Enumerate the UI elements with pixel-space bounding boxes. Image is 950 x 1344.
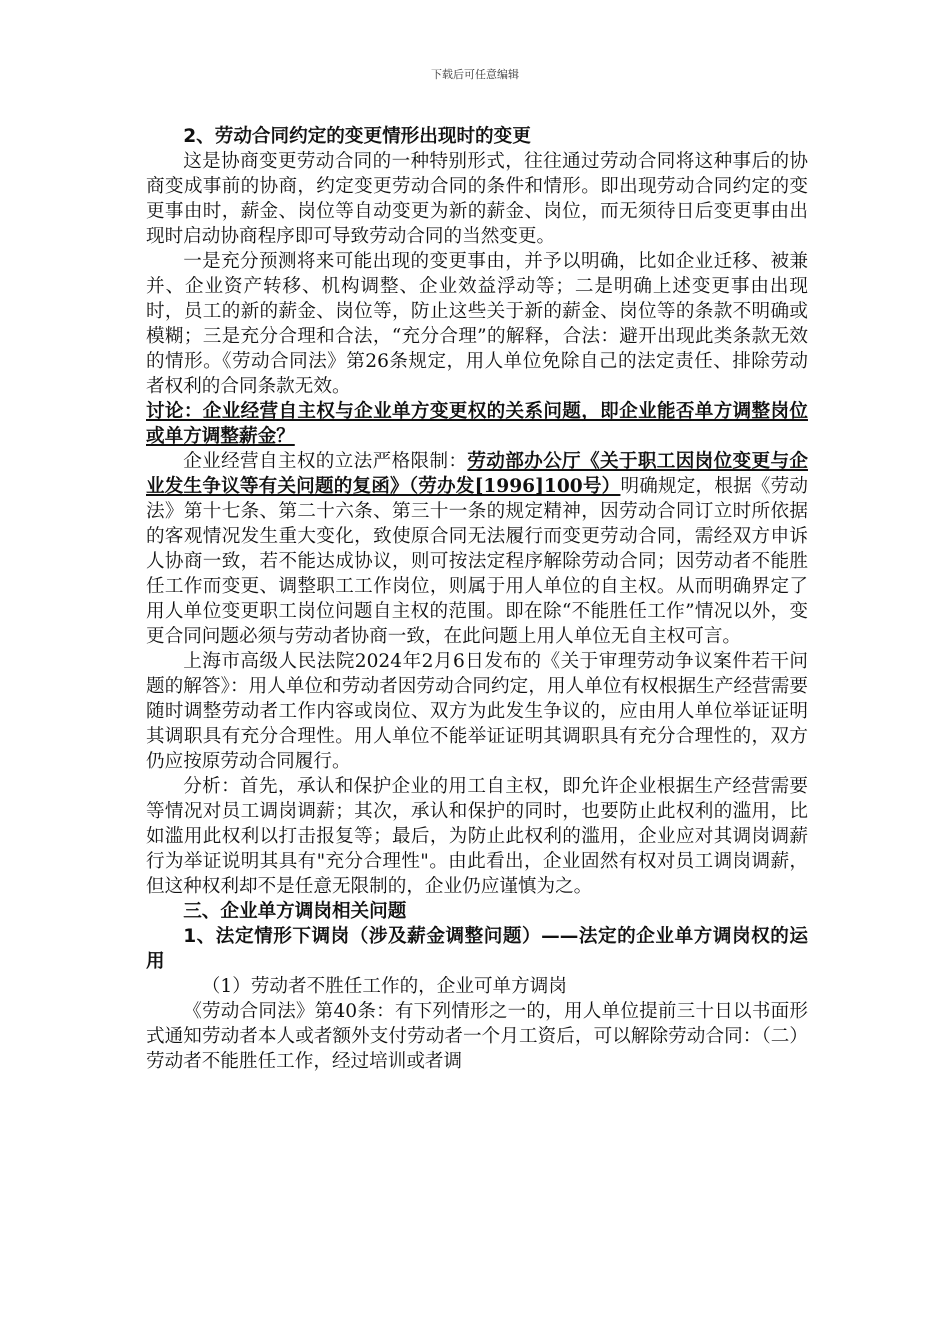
paragraph-3	[146, 449, 808, 649]
section-heading-3: 三、企业单方调岗相关问题	[183, 901, 407, 922]
list-item-1: （1）劳动者不胜任工作的，企业可单方调岗	[201, 976, 567, 997]
page-header: 下载后可任意编辑	[431, 68, 519, 81]
paragraph-1: 这是协商变更劳动合同的一种特别形式，往往通过劳动合同将这种事后的协商变成事前的协商，约定变更劳动合同的条件和情形。即出现劳动合同约定的变更事由时，薪金、岗位等自动变更为新的薪金、岗位，而无须待日后变更事由出现时启动协商程序即可导致劳动合同的当然变更。	[146, 151, 808, 247]
paragraph-2: 一是充分预测将来可能出现的变更事由，并予以明确，比如企业迁移、被兼并、企业资产转移、机构调整、企业效益浮动等；二是明确上述变更事由出现时，员工的新的薪金、岗位等，防止这些关于新的薪金、岗位等的条款不明确或模糊；三是充分合理和合法，“充分合理”的解释，合法：避开出现此类条款无效的情形。《劳动合同法》第26条规定，用人单位免除自己的法定责任、排除劳动者权利的合同条款无效。	[146, 251, 808, 397]
section-heading-3-1: 1、法定情形下调岗（涉及薪金调整问题）——法定的企业单方调岗权的运用	[146, 926, 808, 972]
paragraph-6: 《劳动合同法》第40条：有下列情形之一的，用人单位提前三十日以书面形式通知劳动者本人或者额外支付劳动者一个月工资后，可以解除劳动合同：（二）劳动者不能胜任工作，经过培训或者调	[146, 1001, 808, 1072]
discussion-heading: 讨论：企业经营自主权与企业单方变更权的关系问题，即企业能否单方调整岗位或单方调整薪金？	[146, 401, 808, 447]
section-heading-2: 2、劳动合同约定的变更情形出现时的变更	[183, 126, 531, 147]
paragraph-3-rest: 明确规定，根据《劳动法》第十七条、第二十六条、第三十一条的规定精神，因劳动合同订立时所依据的客观情况发生重大变化，致使原合同无法履行而变更劳动合同，需经双方申诉人协商一致，若不能达成协议，则可按法定程序解除劳动合同；因劳动者不能胜任工作而变更、调整职工工作岗位，则属于用人单位的自主权。从而明确界定了用人单位变更职工岗位问题自主权的范围。即在除“不能胜任工作”情况以外，变更合同问题必须与劳动者协商一致，在此问题上用人单位无自主权可言。	[146, 476, 808, 647]
regulation-reference: 劳动部办公厅《关于职工因岗位变更与企业发生争议等有关问题的复函》（劳办发[1996]100号）	[146, 451, 808, 497]
document-body	[146, 124, 808, 1074]
paragraph-3-lead: 企业经营自主权的立法严格限制：	[183, 451, 468, 472]
paragraph-4: 上海市高级人民法院2024年2月6日发布的《关于审理劳动争议案件若干问题的解答》：用人单位和劳动者因劳动合同约定，用人单位有权根据生产经营需要随时调整劳动者工作内容或岗位、双方为此发生争议的，应由用人单位举证证明其调职具有充分合理性。用人单位不能举证证明其调职具有充分合理性的，双方仍应按原劳动合同履行。	[146, 651, 808, 772]
paragraph-5: 分析：首先，承认和保护企业的用工自主权，即允许企业根据生产经营需要等情况对员工调岗调薪；其次，承认和保护的同时，也要防止此权利的滥用，比如滥用此权利以打击报复等；最后，为防止此权利的滥用，企业应对其调岗调薪行为举证说明其具有"充分合理性"。由此看出，企业固然有权对员工调岗调薪，但这种权利却不是任意无限制的，企业仍应谨慎为之。	[146, 776, 808, 897]
